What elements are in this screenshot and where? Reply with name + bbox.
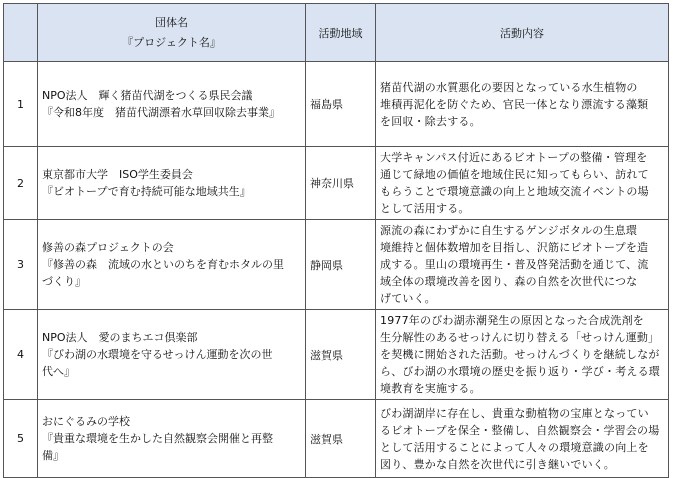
row-number: 1 xyxy=(4,62,38,147)
description-line: を回収・除去する。 xyxy=(380,114,481,128)
header-content: 活動内容 xyxy=(376,4,669,62)
description-line: 堆積再泥化を防ぐため、官民一体となり漂流する藻類 xyxy=(380,97,649,111)
organization-name: NPO法人 愛のまちエコ倶楽部 xyxy=(42,331,198,344)
region-cell: 滋賀県 xyxy=(306,310,376,400)
description-line: もらうことで環境意識の向上と地域交流イベントの場 xyxy=(380,185,649,198)
header-name-line2: 『プロジェクト名』 xyxy=(122,35,221,49)
header-name-line1: 団体名 xyxy=(155,15,188,29)
description-line: として活用する。 xyxy=(380,202,470,215)
table-row xyxy=(4,310,669,400)
description-line: 猪苗代湖の水質悪化の要因となっている水生植物の xyxy=(380,80,638,94)
description-cell xyxy=(376,220,669,310)
organization-name: おにぐるみの学校 xyxy=(42,415,130,428)
description-cell xyxy=(376,310,669,400)
description-line: 成する。里山の環境再生・普及啓発活動を通じて、流 xyxy=(380,258,649,271)
header-no xyxy=(4,4,38,62)
organization-cell xyxy=(38,220,306,310)
row-number: 3 xyxy=(4,220,38,310)
organization-cell xyxy=(38,147,306,220)
header-name xyxy=(38,4,306,62)
description-line: 図り、豊かな自然を次世代に引き継いでいく。 xyxy=(380,457,615,471)
organization-cell xyxy=(38,400,306,478)
table-row xyxy=(4,220,669,310)
description-line: 大学キャンパス付近にあるビオトープの整備・管理を xyxy=(380,151,648,164)
row-number: 4 xyxy=(4,310,38,400)
description-line: げていく。 xyxy=(380,292,436,305)
row-number: 2 xyxy=(4,147,38,220)
region-cell: 静岡県 xyxy=(306,220,376,310)
organization-cell xyxy=(38,62,306,147)
organization-name: NPO法人 輝く猪苗代湖をつくる県民会議 xyxy=(42,89,253,102)
organization-cell xyxy=(38,310,306,400)
project-name-cont: づくり』 xyxy=(42,275,86,288)
region-cell: 滋賀県 xyxy=(306,400,376,478)
project-name: 『貴重な環境を生かした自然観察会開催と再整 xyxy=(42,432,273,445)
header-row xyxy=(4,4,669,62)
header-region: 活動地域 xyxy=(306,4,376,62)
description-line: 境教育を実施する。 xyxy=(380,382,481,395)
description-cell xyxy=(376,400,669,478)
grant-projects-table xyxy=(3,3,669,478)
description-line: を契機に開始された活動。せっけんづくりを継続しなが xyxy=(380,348,660,361)
project-name-cont: 備』 xyxy=(42,449,64,462)
region-cell: 福島県 xyxy=(306,62,376,147)
description-line: 通じて緑地の価値を地域住民に知ってもらい、訪れて xyxy=(380,168,649,181)
description-cell xyxy=(376,147,669,220)
organization-name: 修善の森プロジェクトの会 xyxy=(42,241,174,254)
project-name: 『修善の森 流域の水といのちを育むホタルの里 xyxy=(42,258,284,271)
description-line: として活用することによって人々の環境意識の向上を xyxy=(380,440,649,454)
description-line: 域全体の環境改善を図り、森の自然を次世代につな xyxy=(380,275,638,288)
project-name: 『ビオトープで育む持続可能な地域共生』 xyxy=(42,185,251,198)
grant-table-container xyxy=(3,3,669,478)
description-line: 1977年のびわ湖赤潮発生の原因となった合成洗剤を xyxy=(380,314,644,327)
table-row xyxy=(4,147,669,220)
description-line: ら、びわ湖の水環境の歴史を振り返り・学び・考える環 xyxy=(380,365,660,378)
description-line: 源流の森にわずかに自生するゲンジボタルの生息環 xyxy=(380,224,638,237)
description-line: るビオトープを保全・整備し、自然観察会・学習会の場 xyxy=(380,423,660,437)
description-cell xyxy=(376,62,669,147)
project-name-cont: 代へ』 xyxy=(42,365,75,378)
row-number: 5 xyxy=(4,400,38,478)
region-cell: 神奈川県 xyxy=(306,147,376,220)
description-line: 境維持と個体数増加を目指し、沢筋にビオトープを造 xyxy=(380,241,649,254)
table-row xyxy=(4,400,669,478)
description-line: びわ湖湖岸に存在し、貴重な動植物の宝庫となってい xyxy=(380,406,649,420)
table-row xyxy=(4,62,669,147)
organization-name: 東京都市大学 ISO学生委員会 xyxy=(42,168,193,181)
project-name: 『びわ湖の水環境を守るせっけん運動を次の世 xyxy=(42,348,273,361)
project-name: 『令和8年度 猪苗代湖漂着水草回収除去事業』 xyxy=(42,106,280,119)
description-line: 生分解性のあるせっけんに切り替える「せっけん運動」 xyxy=(380,331,660,344)
